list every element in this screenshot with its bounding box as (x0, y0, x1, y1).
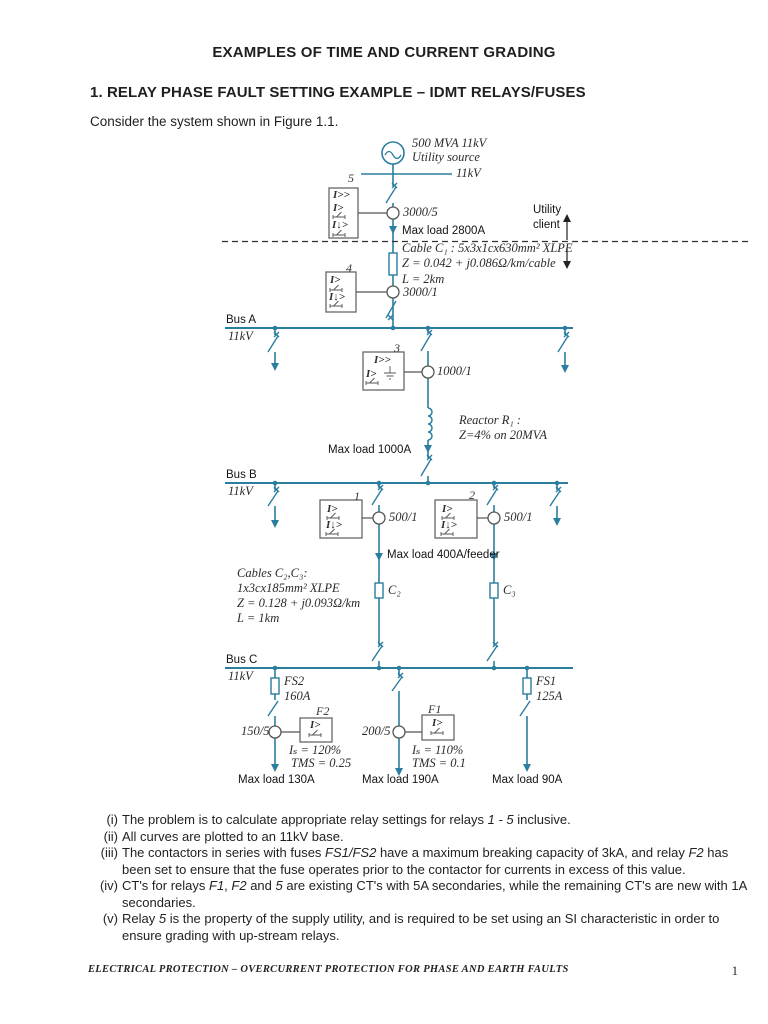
client-down-arrow-icon (563, 261, 571, 269)
busA-name-label: Bus A (226, 314, 257, 326)
footnote-ii-text: All curves are plotted to an 11kV base. (122, 828, 344, 844)
source-rating-label: 500 MVA 11kV (412, 136, 487, 150)
f2-tms-label: TMS = 0.25 (291, 756, 352, 770)
cable-c2-icon (375, 583, 383, 598)
fs1-switch-icon (520, 701, 530, 716)
fuse-fs1-icon (523, 678, 531, 694)
busB-kv-label: 11kV (228, 484, 253, 498)
fs2-switch-icon (268, 701, 278, 716)
ct3-icon (422, 366, 434, 378)
footnotes (84, 812, 752, 944)
relayF2-number: F2 (316, 704, 330, 718)
relay3-element-1: I>> (374, 354, 391, 366)
footnote-iii-text: The contactors in series with fuses FS1/FS2 have a maximum breaking capacity of 3kA, and relay F2 has been set to ensure that the fuse operates prior to the contactor for currents in excess of this value. (122, 845, 729, 877)
cable1-impedance-label: Z = 0.042 + j0.086Ω/km/cable (402, 256, 556, 270)
ctF1-ratio-label: 200/5 (362, 724, 391, 738)
ct1-ratio-label: 500/1 (389, 510, 418, 524)
relayF2-element-1: I> (310, 719, 321, 731)
client-label: client (533, 219, 560, 231)
max-load-130-label: Max load 130A (238, 774, 315, 786)
relay4-number: 4 (346, 261, 352, 275)
footnote-i-text: The problem is to calculate appropriate relay settings for relays 1 - 5 inclusive. (122, 812, 571, 827)
intro-text: Consider the system shown in Figure 1.1. (90, 114, 339, 129)
fs2-rating-label: 160A (284, 689, 311, 703)
max-load-190-label: Max load 190A (362, 774, 439, 786)
relay4-element-1: I> (330, 274, 341, 286)
relay1-element-2: I↓> (326, 519, 343, 531)
footnote-iv-text: CT's for relays F1, F2 and 5 are existing CT's with 5A secondaries, while the remaining CT's are new with 1A secondaries. (122, 878, 747, 910)
utility-label: Utility (533, 204, 562, 216)
fs1-name-label: FS1 (536, 674, 557, 688)
max-load-400-label: Max load 400A/feeder (387, 549, 500, 561)
footnote-iv-label: (iv) (99, 878, 118, 893)
footnote-iv (84, 878, 752, 911)
ctF2-icon (269, 726, 281, 738)
reactor-impedance-label: Z=4% on 20MVA (459, 428, 548, 442)
ctF2-ratio-label: 150/5 (241, 724, 270, 738)
relay2-element-2: I↓> (441, 519, 458, 531)
relay2-number: 2 (469, 488, 475, 502)
source-name-label: Utility source (412, 150, 480, 164)
footnote-v-label: (v) (102, 911, 118, 926)
f1-setting-label: Iₛ = 110% (412, 743, 464, 757)
f2-setting-label: Iₛ = 120% (289, 743, 342, 757)
footnote-v-text: Relay 5 is the property of the supply utility, and is required to be set using an SI characteristic in order to ensure grading with up-stream relays. (122, 911, 720, 943)
max-load-1000-label: Max load 1000A (328, 444, 412, 456)
footnote-i-label: (i) (106, 812, 118, 827)
relay1-number: 1 (354, 489, 360, 503)
relay3-element-2: I> (366, 368, 377, 380)
relay5-element-1: I>> (333, 189, 350, 201)
relay5-element-3: I↓> (332, 219, 349, 231)
footnote-i (84, 812, 752, 829)
reactor-name-label: Reactor R₁ : (459, 413, 521, 427)
relay3-number: 3 (394, 341, 400, 355)
ct1-icon (373, 512, 385, 524)
page-title: EXAMPLES OF TIME AND CURRENT GRADING (212, 44, 556, 61)
ct2-ratio-label: 500/1 (504, 510, 533, 524)
page-footer (88, 964, 738, 979)
relayF1-number: F1 (428, 702, 442, 716)
footer-title: ELECTRICAL PROTECTION – OVERCURRENT PROTECTION FOR PHASE AND EARTH FAULTS (88, 964, 569, 975)
relay4-element-2: I↓> (329, 291, 346, 303)
ct5-ratio-label: 3000/5 (403, 205, 438, 219)
relayF1-element-1: I> (432, 717, 443, 729)
footnote-ii (84, 829, 752, 846)
utility-source-icon (382, 142, 404, 164)
busB-name-label: Bus B (226, 469, 257, 481)
bus-11kv-label: 11kV (456, 166, 481, 180)
cable-c3-icon (490, 583, 498, 598)
ct4-ratio-label: 3000/1 (403, 285, 438, 299)
busC-kv-label: 11kV (228, 669, 253, 683)
f1-tms-label: TMS = 0.1 (412, 756, 466, 770)
fs1-rating-label: 125A (536, 689, 563, 703)
max-load-90-label: Max load 90A (492, 774, 563, 786)
busC-name-label: Bus C (226, 654, 258, 666)
cable-c3-label: C₃ (503, 583, 516, 597)
ct-connectors (281, 213, 488, 732)
cables23-title-label: Cables C₂,C₃: (237, 566, 308, 580)
relay5-number: 5 (348, 171, 354, 185)
section-heading: 1. RELAY PHASE FAULT SETTING EXAMPLE – IDMT RELAYS/FUSES (90, 84, 586, 101)
cable-c1-icon (389, 253, 397, 275)
footnote-iii (84, 845, 752, 878)
ct3-ratio-label: 1000/1 (437, 364, 472, 378)
reactor-coil-icon (428, 408, 432, 440)
relay2-element-1: I> (442, 503, 453, 515)
cable-c2-label: C₂ (388, 583, 401, 597)
cable1-length-label: L = 2km (402, 272, 445, 286)
busA-kv-label: 11kV (228, 329, 253, 343)
max-load-2800-label: Max load 2800A (402, 225, 486, 237)
ct2-icon (488, 512, 500, 524)
footnote-ii-label: (ii) (103, 828, 118, 844)
relay1-element-1: I> (327, 503, 338, 515)
footnote-v (84, 911, 752, 944)
fs2-name-label: FS2 (284, 674, 305, 688)
cable1-spec-label: Cable C₁ : 5x3x1cx630mm² XLPE (402, 241, 573, 255)
footnote-iii-label: (iii) (100, 845, 118, 860)
page-number: 1 (731, 964, 738, 978)
cables23-spec-label: 1x3cx185mm² XLPE (237, 581, 340, 595)
fuse-fs2-icon (271, 678, 279, 694)
bus-junction-dots (273, 326, 568, 671)
ctF1-icon (393, 726, 405, 738)
cables23-impedance-label: Z = 0.128 + j0.093Ω/km (237, 596, 361, 610)
relay5-element-2: I> (333, 202, 344, 214)
ct5-icon (387, 207, 399, 219)
cables23-length-label: L = 1km (237, 611, 280, 625)
utility-up-arrow-icon (563, 214, 571, 222)
ct4-icon (387, 286, 399, 298)
